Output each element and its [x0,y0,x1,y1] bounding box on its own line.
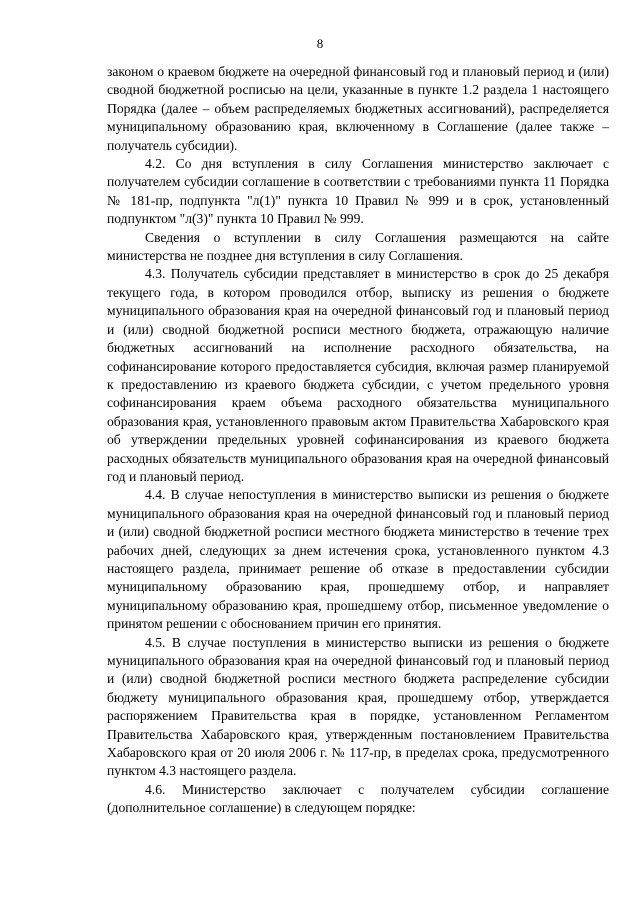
paragraph-4-4: 4.4. В случае непоступления в министерство выписки из решения о бюджете муниципального образования края на очередной финансовый год и плановый период и (или) сводной бюджетной росписи местного бюджета министерство в течение трех рабочих дней, следующих за днем истечения срока, установленного пунктом 4.3 настоящего раздела, принимает решение об отказе в предоставлении субсидии муниципальному образованию края, прошедшему отбор, и направляет муниципальному образованию края, прошедшему отбор, письменное уведомление о принятом решении с обоснованием причин его принятия. [107,487,609,632]
document-body [107,63,609,818]
paragraph-4-2: 4.2. Со дня вступления в силу Соглашения министерство заключает с получателем субсидии соглашение в соответствии с требованиями пункта 11 Порядка № 181-пр, подпункта "л(1)" пункта 10 Правил № 999 и в срок, установленный подпунктом "л(3)" пункта 10 Правил № 999. [107,156,609,227]
paragraph-continuation: законом о краевом бюджете на очередной финансовый год и плановый период и (или) сводной бюджетной росписью на цели, указанные в пункте 1.2 раздела 1 настоящего Порядка (далее – объем распределяемых бюджетных ассигнований), распределяется муниципальному образованию края, включенному в Соглашение (далее также – получатель субсидии). [107,64,609,153]
page-number: 8 [316,36,324,51]
paragraph-4-6: 4.6. Министерство заключает с получателем субсидии соглашение (дополнительное соглашение) в следующем порядке: [107,781,609,816]
paragraph-agreement-info: Сведения о вступлении в силу Соглашения размещаются на сайте министерства не позднее дня вступления в силу Соглашения. [107,229,609,264]
paragraph-4-5: 4.5. В случае поступления в министерство выписки из решения о бюджете муниципального образования края на очередной финансовый год и плановый период и (или) сводной бюджетной росписи местного бюджета распределение субсидии бюджету муниципального образования края, прошедшему отбор, утверждается распоряжением Правительства края в порядке, установленном Регламентом Правительства Хабаровского края, утвержденным постановлением Правительства Хабаровского края от 20 июля 2006 г. № 117-пр, в пределах срока, предусмотренного пунктом 4.3 настоящего раздела. [107,634,609,779]
paragraph-4-3: 4.3. Получатель субсидии представляет в министерство в срок до 25 декабря текущего года, в котором проводился отбор, выписку из решения о бюджете муниципального образования края на очередной финансовый год и плановый период и (или) сводной бюджетной росписи местного бюджета, отражающую наличие бюджетных ассигнований на исполнение расходного обязательства, на софинансирование которого предоставляется субсидия, включая размер планируемой к предоставлению из краевого бюджета субсидии, с учетом предельного уровня софинансирования краем объема расходного обязательства муниципального образования края, установленного правовым актом Правительства Хабаровского края об утверждении предельных уровней софинансирования из краевого бюджета расходных обязательств муниципального образования края на очередной финансовый год и плановый период. [107,266,609,484]
